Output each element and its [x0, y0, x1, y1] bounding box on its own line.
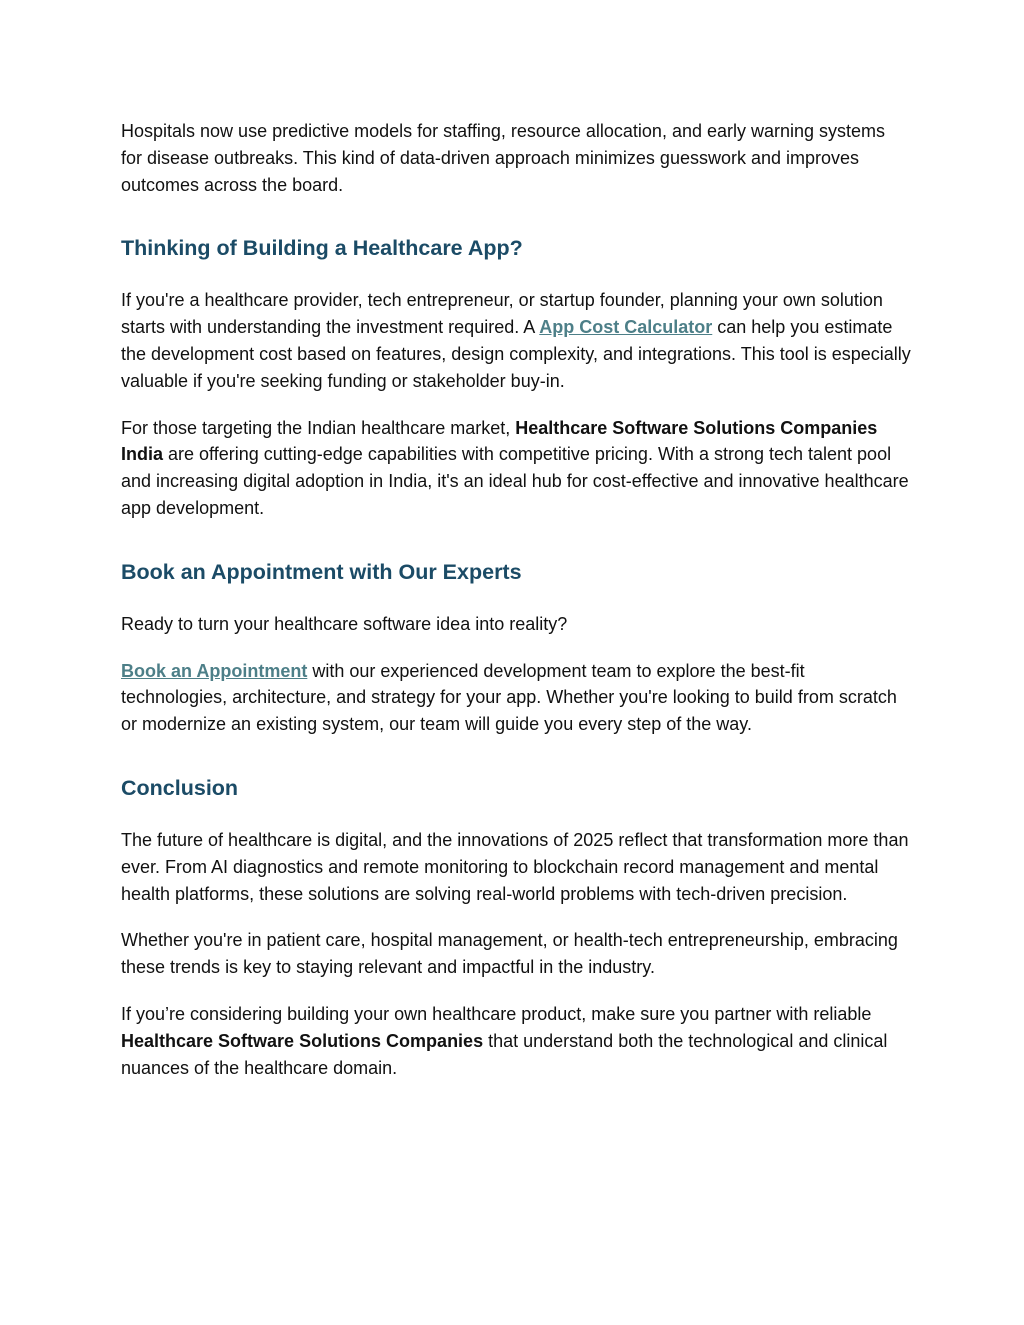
conclusion-text-3b: that understand both the technological and clinical nuances of the healthcare domain.: [121, 1030, 888, 1078]
conclusion-paragraph-2: [121, 927, 911, 981]
book-appointment-paragraph: [121, 658, 911, 738]
india-market-text-a: For those targeting the Indian healthcare market,: [121, 417, 516, 438]
document-page: [121, 118, 911, 1081]
ready-text: Ready to turn your healthcare software idea into reality?: [121, 613, 568, 634]
india-market-paragraph: [121, 415, 911, 522]
heading-building-app: Thinking of Building a Healthcare App?: [121, 236, 523, 261]
conclusion-text-1: The future of healthcare is digital, and the innovations of 2025 reflect that transformation more than ever. From AI diagnostics and remote monitoring to blockchain record management and mental health platforms, these solutions are solving real-world problems with tech-driven precision.: [121, 829, 909, 904]
book-appointment-link[interactable]: Book an Appointment: [121, 660, 308, 681]
intro-text: Hospitals now use predictive models for staffing, resource allocation, and early warning systems for disease outbreaks. This kind of data-driven approach minimizes guesswork and improves outcomes across the board.: [121, 121, 886, 195]
india-companies-bold: Healthcare Software Solutions Companies India: [121, 417, 878, 465]
software-companies-bold: Healthcare Software Solutions Companies: [121, 1030, 484, 1051]
india-market-text-b: are offering cutting-edge capabilities with competitive pricing. With a strong tech talent pool and increasing digital adoption in India, it's an ideal hub for cost-effective and innovative healthcare app development.: [121, 444, 909, 518]
app-cost-calculator-link[interactable]: App Cost Calculator: [539, 317, 713, 338]
conclusion-paragraph-1: [121, 827, 911, 907]
book-appointment-text: with our experienced development team to explore the best-fit technologies, architecture, and strategy for your app. Whether you're looking to build from scratch or modernize an existing system, our team will guide you every step of the way.: [121, 660, 897, 735]
heading-conclusion: Conclusion: [121, 775, 239, 800]
conclusion-paragraph-3: [121, 1001, 911, 1081]
cost-calculator-text-b: can help you estimate the development cost based on features, design complexity, and integrations. This tool is especially valuable if you're seeking funding or stakeholder buy-in.: [121, 317, 911, 391]
heading-book-appointment: Book an Appointment with Our Experts: [121, 559, 522, 584]
cost-calculator-paragraph: [121, 287, 911, 394]
conclusion-text-2: Whether you're in patient care, hospital management, or health-tech entrepreneurship, embracing these trends is key to staying relevant and impactful in the industry.: [121, 930, 898, 978]
intro-paragraph: [121, 118, 911, 198]
ready-paragraph: [121, 611, 911, 638]
conclusion-text-3a: If you’re considering building your own healthcare product, make sure you partner with reliable: [121, 1003, 872, 1024]
cost-calculator-text-a: If you're a healthcare provider, tech entrepreneur, or startup founder, planning your own solution starts with understanding the investment required. A: [121, 290, 883, 338]
